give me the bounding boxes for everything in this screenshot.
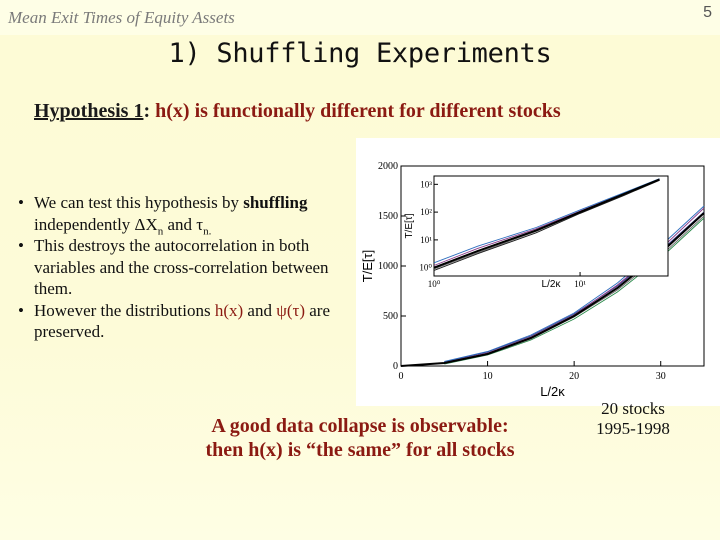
slide-number: 5 [703, 4, 712, 21]
bullet-dot: • [18, 300, 24, 320]
bullet-text [34, 192, 368, 235]
inset-x-tick-label: 10¹ [574, 279, 586, 289]
hypothesis-text: h(x) is functionally different for different stocks [155, 100, 561, 122]
y-tick-label: 1500 [378, 211, 398, 222]
bullet-fragment: This destroys the autocorrelation in both variables and the cross-correlation between them. [34, 236, 329, 298]
inset-x-axis-label: L/2κ [541, 279, 561, 290]
bullet-fragment: n. [203, 224, 212, 237]
hypothesis-colon: : [143, 100, 151, 122]
conclusion-line-1: A good data collapse is observable: [211, 415, 509, 437]
conclusion-line-2: then h(x) is “the same” for all stocks [205, 439, 515, 461]
x-axis-label: L/2κ [540, 384, 565, 399]
inset-x-tick-label: 10⁰ [427, 279, 441, 289]
bullet-fragment: independently ΔX [34, 214, 158, 234]
hypothesis-label: Hypothesis 1 [34, 100, 144, 122]
y-tick-label: 1000 [378, 261, 398, 272]
hypothesis-line [34, 100, 561, 123]
chart-panel [356, 138, 720, 406]
bullet-text [34, 235, 368, 300]
stocks-note-line-2: 1995-1998 [596, 419, 670, 438]
slide-title: 1) Shuffling Experiments [168, 38, 552, 69]
bullet-dot: • [18, 236, 24, 255]
bullet-fragment: h(x) [214, 300, 244, 320]
bullet-fragment: However the distributions [34, 300, 215, 320]
exit-time-chart [356, 138, 720, 406]
inset-y-tick-label: 10² [420, 207, 432, 218]
x-tick-label: 0 [398, 371, 404, 382]
bullet-fragment: n [157, 224, 164, 237]
y-tick-label: 0 [393, 361, 398, 372]
bullet-item [18, 235, 368, 300]
y-tick-label: 500 [383, 311, 398, 322]
bullet-fragment: are preserved. [34, 300, 331, 341]
x-tick-label: 20 [569, 371, 580, 382]
y-tick-label: 2000 [378, 161, 398, 172]
header-title: Mean Exit Times of Equity Assets [8, 8, 235, 27]
bullet-dot: • [18, 193, 24, 212]
bullet-item [18, 192, 368, 235]
x-tick-label: 10 [482, 371, 493, 382]
bullet-fragment: shuffling [243, 193, 308, 212]
bullet-fragment: and τ [163, 214, 204, 234]
conclusion [160, 414, 560, 462]
stocks-note-line-1: 20 stocks [601, 399, 665, 418]
bullet-fragment: We can test this hypothesis by [34, 193, 244, 212]
inset-y-tick-label: 10¹ [420, 234, 432, 245]
bullet-item [18, 300, 368, 343]
y-axis-label: T/E[τ] [360, 249, 375, 283]
bullet-fragment: ψ(τ) [276, 300, 306, 320]
bullet-text [34, 300, 368, 343]
inset-y-axis-label: T/E[τ] [404, 213, 415, 239]
inset-y-tick-label: 10⁰ [419, 262, 432, 273]
x-tick-label: 30 [655, 371, 666, 382]
bullet-fragment: and [243, 300, 277, 320]
inset-y-tick-label: 10³ [420, 179, 432, 190]
stocks-note [578, 399, 688, 439]
bullet-list [18, 192, 368, 343]
